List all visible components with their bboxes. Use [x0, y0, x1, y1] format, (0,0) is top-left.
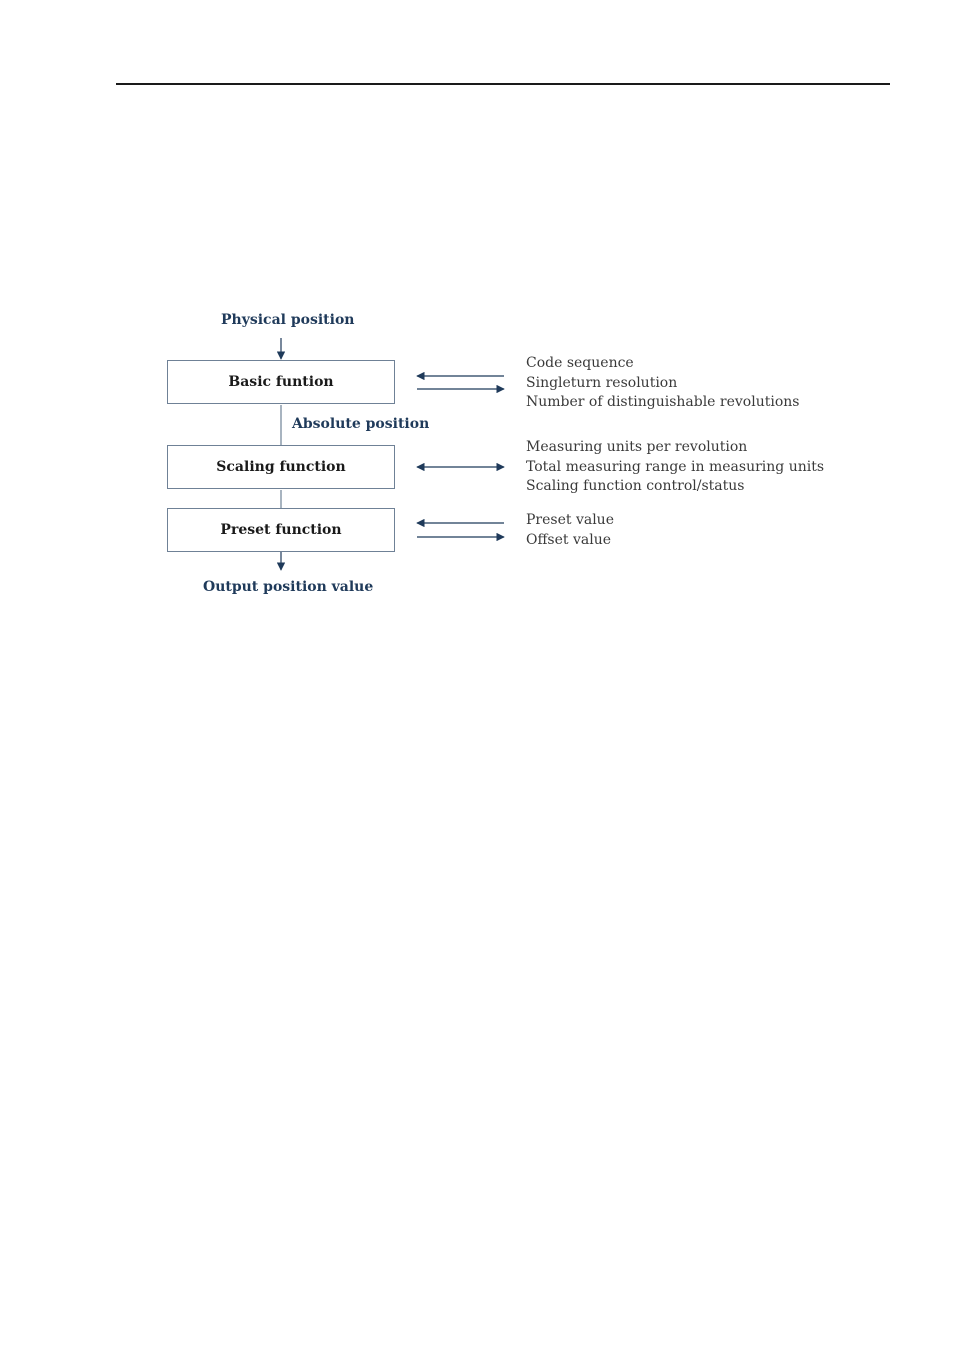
- intermediate-label: Absolute position: [292, 416, 430, 432]
- param-item: Code sequence: [526, 355, 634, 371]
- param-item: Preset value: [526, 512, 614, 528]
- param-item: Number of distinguishable revolutions: [526, 394, 800, 410]
- basic-function-params: [526, 354, 799, 413]
- basic-function-block: Basic funtion: [167, 360, 395, 404]
- input-label: Physical position: [221, 312, 355, 328]
- scaling-function-block: Scaling function: [167, 445, 395, 489]
- preset-function-params: [526, 511, 614, 550]
- param-item: Singleturn resolution: [526, 374, 678, 391]
- output-label: Output position value: [203, 579, 374, 595]
- scaling-function-params: [526, 438, 824, 497]
- preset-function-block: Preset function: [167, 508, 395, 552]
- param-item: Measuring units per revolution: [526, 439, 748, 455]
- param-item: Scaling function control/status: [526, 478, 745, 494]
- param-item: Offset value: [526, 531, 612, 548]
- param-item: Total measuring range in measuring units: [526, 458, 825, 475]
